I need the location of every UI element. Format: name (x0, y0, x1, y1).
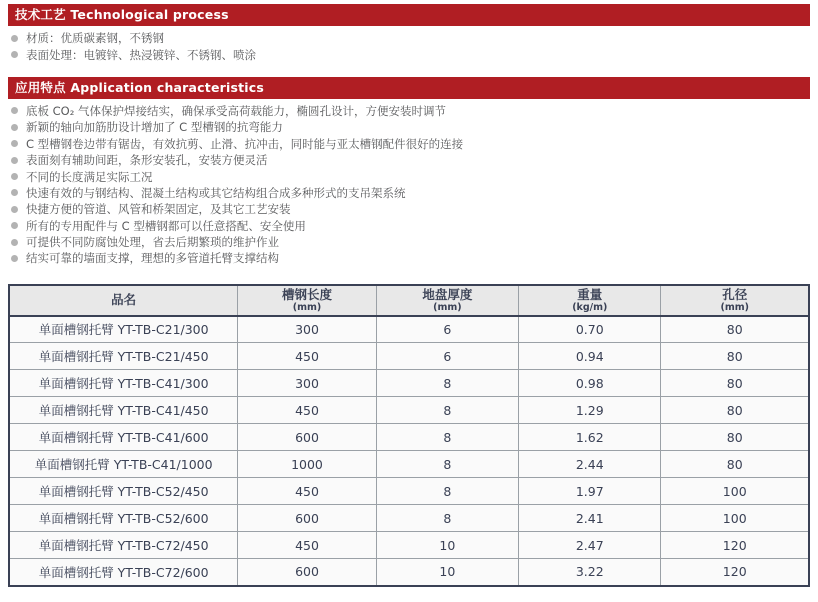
cell-weight: 3.22 (519, 559, 661, 586)
list-item (11, 119, 810, 135)
table-row (9, 451, 809, 478)
col-header-hole-diameter: 孔径 (mm) (661, 285, 809, 316)
cell-base-thickness: 10 (376, 559, 518, 586)
cell-product-name: 单面槽钢托臂 YT-TB-C52/450 (9, 478, 238, 505)
cell-hole-diameter: 80 (661, 370, 809, 397)
list-item (11, 30, 810, 46)
cell-weight: 2.41 (519, 505, 661, 532)
cell-weight: 1.29 (519, 397, 661, 424)
table-row (9, 505, 809, 532)
cell-channel-length: 300 (238, 316, 376, 343)
cell-channel-length: 1000 (238, 451, 376, 478)
cell-channel-length: 300 (238, 370, 376, 397)
cell-hole-diameter: 100 (661, 478, 809, 505)
cell-product-name: 单面槽钢托臂 YT-TB-C41/450 (9, 397, 238, 424)
spec-table (8, 284, 810, 587)
bullet-text: 可提供不同防腐蚀处理，省去后期繁琐的维护作业 (26, 235, 279, 250)
cell-channel-length: 450 (238, 397, 376, 424)
cell-product-name: 单面槽钢托臂 YT-TB-C41/300 (9, 370, 238, 397)
cell-hole-diameter: 120 (661, 559, 809, 586)
cell-base-thickness: 6 (376, 343, 518, 370)
cell-hole-diameter: 80 (661, 451, 809, 478)
bullet-text: 新颖的轴向加筋肋设计增加了 C 型槽钢的抗弯能力 (26, 120, 283, 135)
cell-base-thickness: 8 (376, 451, 518, 478)
cell-channel-length: 600 (238, 424, 376, 451)
list-item (11, 250, 810, 266)
cell-hole-diameter: 100 (661, 505, 809, 532)
cell-weight: 2.44 (519, 451, 661, 478)
cell-weight: 0.98 (519, 370, 661, 397)
bullet-text: 不同的长度满足实际工况 (26, 169, 153, 184)
bullet-icon (11, 189, 18, 196)
section-title-application-characteristics: 应用特点 Application characteristics (15, 79, 265, 95)
list-item (11, 234, 810, 250)
bullet-text: C 型槽钢卷边带有锯齿，有效抗剪、止滑、抗冲击，同时能与亚太槽钢配件很好的连接 (26, 136, 464, 151)
cell-channel-length: 450 (238, 532, 376, 559)
table-row (9, 532, 809, 559)
cell-base-thickness: 8 (376, 424, 518, 451)
section-header-application-characteristics (8, 77, 810, 99)
list-item (11, 136, 810, 152)
cell-product-name: 单面槽钢托臂 YT-TB-C21/300 (9, 316, 238, 343)
bullet-icon (11, 107, 18, 114)
table-row (9, 343, 809, 370)
bullet-text: 表面处理：电镀锌、热浸镀锌、不锈钢、喷涂 (26, 47, 256, 62)
cell-base-thickness: 10 (376, 532, 518, 559)
cell-base-thickness: 6 (376, 316, 518, 343)
cell-product-name: 单面槽钢托臂 YT-TB-C41/600 (9, 424, 238, 451)
cell-channel-length: 450 (238, 478, 376, 505)
cell-weight: 0.70 (519, 316, 661, 343)
cell-channel-length: 600 (238, 505, 376, 532)
col-header-weight: 重量 (kg/m) (519, 285, 661, 316)
bullet-text: 所有的专用配件与 C 型槽钢都可以任意搭配、安全使用 (26, 218, 306, 233)
cell-product-name: 单面槽钢托臂 YT-TB-C72/600 (9, 559, 238, 586)
col-header-base-thickness: 地盘厚度 (mm) (376, 285, 518, 316)
table-row (9, 370, 809, 397)
list-item (11, 103, 810, 119)
bullet-text: 快速有效的与钢结构、混凝土结构或其它结构组合成多种形式的支吊架系统 (26, 185, 406, 200)
bullet-icon (11, 157, 18, 164)
bullet-icon (11, 206, 18, 213)
cell-weight: 2.47 (519, 532, 661, 559)
table-header-row (9, 285, 809, 316)
cell-channel-length: 450 (238, 343, 376, 370)
col-header-product-name: 品名 (9, 285, 238, 316)
table-row (9, 559, 809, 586)
cell-base-thickness: 8 (376, 478, 518, 505)
bullet-icon (11, 35, 18, 42)
list-item (11, 218, 810, 234)
bullet-icon (11, 239, 18, 246)
bullet-icon (11, 222, 18, 229)
bullet-icon (11, 255, 18, 262)
table-row (9, 316, 809, 343)
cell-product-name: 单面槽钢托臂 YT-TB-C72/450 (9, 532, 238, 559)
cell-base-thickness: 8 (376, 370, 518, 397)
bullet-icon (11, 51, 18, 58)
bullet-text: 快捷方便的管道、风管和桥架固定，及其它工艺安装 (26, 202, 291, 217)
bullet-icon (11, 140, 18, 147)
list-item (11, 201, 810, 217)
bullet-icon (11, 124, 18, 131)
list-item (11, 185, 810, 201)
list-item (11, 152, 810, 168)
list-item (11, 46, 810, 62)
col-header-channel-length: 槽钢长度 (mm) (238, 285, 376, 316)
bullet-text: 结实可靠的墙面支撑，理想的多管道托臂支撑结构 (26, 251, 279, 266)
bullet-text: 底板 CO₂ 气体保护焊接结实，确保承受高荷载能力，椭圆孔设计，方便安装时调节 (26, 103, 446, 118)
bullet-icon (11, 173, 18, 180)
table-row (9, 397, 809, 424)
cell-base-thickness: 8 (376, 505, 518, 532)
section-title-technological-process: 技术工艺 Technological process (15, 7, 229, 22)
cell-hole-diameter: 80 (661, 316, 809, 343)
bullet-text: 材质：优质碳素钢，不锈钢 (26, 31, 164, 46)
section-header-technological-process (8, 4, 810, 26)
application-bullet-list (8, 103, 810, 267)
cell-channel-length: 600 (238, 559, 376, 586)
cell-hole-diameter: 120 (661, 532, 809, 559)
bullet-text: 表面刻有辅助间距，条形安装孔，安装方便灵活 (26, 153, 268, 168)
cell-product-name: 单面槽钢托臂 YT-TB-C41/1000 (9, 451, 238, 478)
tech-bullet-list (8, 30, 810, 63)
cell-base-thickness: 8 (376, 397, 518, 424)
catalog-page (0, 4, 818, 602)
cell-hole-diameter: 80 (661, 343, 809, 370)
cell-product-name: 单面槽钢托臂 YT-TB-C21/450 (9, 343, 238, 370)
cell-hole-diameter: 80 (661, 397, 809, 424)
cell-weight: 1.62 (519, 424, 661, 451)
cell-weight: 1.97 (519, 478, 661, 505)
cell-product-name: 单面槽钢托臂 YT-TB-C52/600 (9, 505, 238, 532)
cell-hole-diameter: 80 (661, 424, 809, 451)
table-row (9, 424, 809, 451)
table-row (9, 478, 809, 505)
list-item (11, 168, 810, 184)
cell-weight: 0.94 (519, 343, 661, 370)
